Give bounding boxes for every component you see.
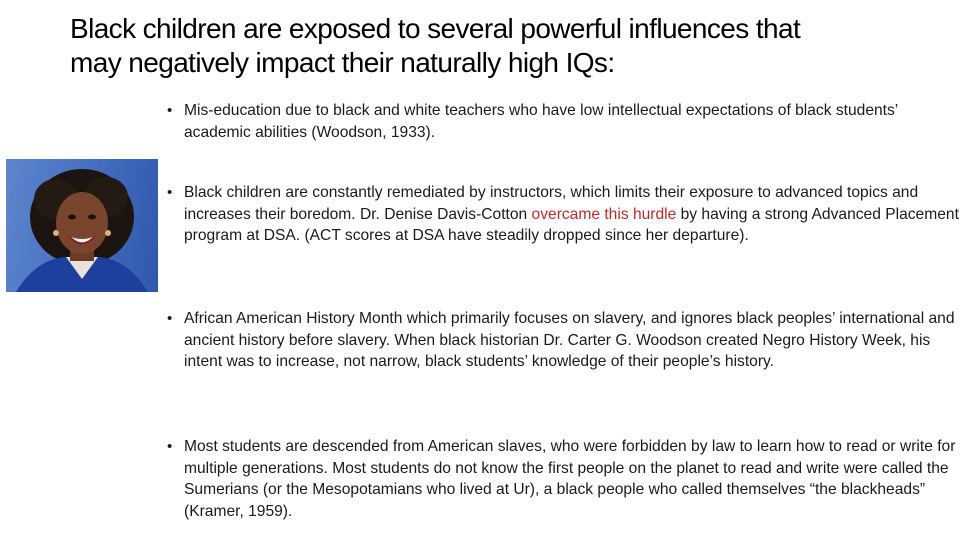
bullet-text-2-after: by having a strong Advanced Placement program at DSA. (ACT scores at DSA have steadily dropped since her departure). (184, 205, 959, 245)
bullet-marker: • (167, 438, 173, 455)
bullet-text-2-before: Black children are constantly remediated by instructors, which limits their exposure to advanced topics and increases their boredom. Dr. Denise Davis-Cotton (184, 184, 919, 223)
bullet-marker: • (167, 102, 173, 119)
bullet-item-3 (165, 308, 959, 373)
portrait-illustration (6, 159, 158, 292)
slide-title (70, 12, 940, 80)
bullet-marker: • (167, 184, 173, 201)
bullet-text-3: African American History Month which primarily focuses on slavery, and ignores black peoples’ international and ancient history before slavery. When black historian Dr. Carter G. Woodson created Negro History Week, his intent was to increase, not narrow, black students’ knowledge of their people’s history. (184, 310, 955, 371)
bullet-text-1: Mis-education due to black and white teachers who have low intellectual expectations of black students’ academic abilities (Woodson, 1933). (184, 102, 898, 141)
bullet-item-4 (165, 436, 959, 523)
bullet-item-1 (165, 100, 959, 143)
highlighted-phrase: overcame this hurdle (531, 205, 677, 223)
portrait-photo (6, 159, 158, 292)
slide-title-line-1: Black children are exposed to several powerful influences that (70, 13, 801, 44)
bullet-marker: • (167, 310, 173, 327)
slide-title-line-2: may negatively impact their naturally high IQs: (70, 47, 615, 78)
bullet-item-2 (165, 182, 959, 247)
bullet-text-4: Most students are descended from American slaves, who were forbidden by law to learn how to read or write for multiple generations. Most students do not know the first people on the planet to read and write were called the Sumerians (or the Mesopotamians who lived at Ur), a black people who called themselves “the blackheads” (Kramer, 1959). (184, 438, 956, 521)
